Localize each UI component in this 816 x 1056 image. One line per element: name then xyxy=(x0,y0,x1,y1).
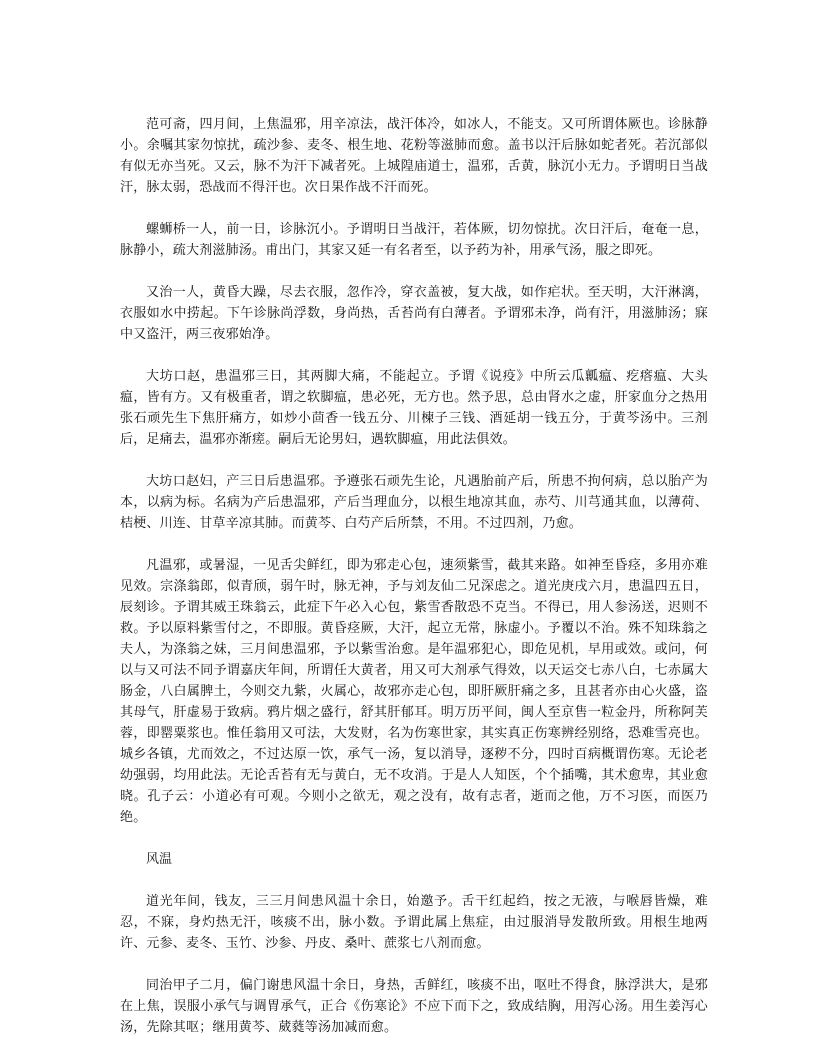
paragraph-luosi-bridge: 螺蛳桥一人，前一日，诊脉沉小。予谓明日当战汗，若体厥，切勿惊扰。次日汗后，奄奄一息，脉静小，疏大剂滋肺汤。甫出门，其家又延一有名者至，以予药为补，用承气汤，服之即死。 xyxy=(120,222,708,258)
paragraph-warm-pathogen-general: 凡温邪，或暑湿，一见舌尖鲜红，即为邪走心包，速须紫雪，截其来路。如神至昏痉，多用亦难见效。宗涤翁郎，似青颀，弱午时，脉无神，予与刘友仙二兄深虑之。道光庚戌六月，患温四五日，辰刻诊。予谓其威王珠翁云，此症下午必入心包，紫雪香散恐不克当。不得已，用人参汤送，迟则不救。予以原料紫雪付之，不即服。黄昏痉厥，大汗，起立无常，脉虚小。予覆以不治。殊不知珠翁之夫人，为涤翁之妹，三月间患温邪，予以紫雪治愈。是年温邪犯心，即危见机，早用或效。或问，何以与又可法不同予谓嘉庆年间，所谓任大黄者，用又可大剂承气得效，以天运交七赤八白，七赤属大肠金，八白属脾土，今则交九紫，火属心，故邪亦走心包，即肝厥肝痛之多，且甚者亦由心火盛，盗其母气，肝虚易于致病。鸦片烟之盛行，舒其肝郁耳。明万历平间，闽人至京售一粒金丹，所称阿芙蓉，即罂粟浆也。惟任翁用又可法，大发财，名为伤寒世家，其实真正伤寒辨经别络，恐难雪亮也。城乡各镇，尤而效之，不过达原一饮，承气一汤，复以消导，逐秽不分，四时百病概谓伤寒。无论老幼强弱，均用此法。无论舌苔有无与黄白，无不攻消。于是人人知医，个个插嘴，其术愈卑，其业愈晓。孔子云：小道必有可观。今则小之欲无，观之没有，故有志者，逝而之他，万不习医，而医乃绝。 xyxy=(120,558,708,825)
paragraph-daoguang-qian: 道光年间，钱友，三三月间患风温十余日，始邀予。舌干红起绉，按之无液，与喉唇皆燥，难忍，不寐，身灼热无汗，咳痰不出，脉小数。予谓此属上焦症，由过服消导发散所致。用根生地两许、元参、麦冬、玉竹、沙参、丹皮、桑叶、蔗浆七八剂而愈。 xyxy=(120,894,708,951)
paragraph-dafangkou-zhao-wife: 大坊口赵妇，产三日后患温邪。予遵张石顽先生论，凡遇胎前产后，所患不拘何病，总以胎产为本，以病为标。名病为产后患温邪，产后当理血分，以根生地凉其血，赤芍、川芎通其血，以薄荷、桔梗、川连、甘草辛凉其肺。而黄芩、白芍产后所禁，不用。不过四剂，乃愈。 xyxy=(120,474,708,531)
paragraph-dafangkou-zhao: 大坊口赵，患温邪三日，其两脚大痛，不能起立。予谓《说疫》中所云瓜瓤瘟、疙瘩瘟、大头瘟，皆有方。又有极重者，谓之软脚瘟，患必死，无方也。然予思，总由肾水之虚，肝家血分之热用张石顽先生下焦肝痛方，如炒小茴香一钱五分、川楝子三钱、酒延胡一钱五分，于黄芩汤中。三剂后，足痛去，温邪亦渐瘥。嗣后无论男妇，遇软脚瘟，用此法俱效。 xyxy=(120,369,708,447)
paragraph-fan: 范可斋，四月间，上焦温邪，用辛凉法，战汗体冷，如冰人，不能支。又可所谓体厥也。诊脉静小。余嘱其家勿惊扰，疏沙参、麦冬、根生地、花粉等滋肺而愈。盖书以汗后脉如蛇者死。若沉部似有似无亦当死。又云，脉不为汗下减者死。上城隍庙道士，温邪，舌黄，脉沉小无力。予谓明日当战汗，脉太弱，恐战而不得汗也。次日果作战不汗而死。 xyxy=(120,117,708,195)
paragraph-tongzhi-xie: 同治甲子二月，偏门谢患风温十余日，身热，舌鲜红，咳痰不出，呕吐不得食，脉浮洪大，是邪在上焦，误服小承气与调胃承气，正合《伤寒论》不应下而下之，致成结胸，用泻心汤。用生姜泻心汤，先除其呕；继用黄芩、葳蕤等汤加减而愈。 xyxy=(120,978,708,1035)
section-heading: 风温 xyxy=(146,852,173,867)
paragraph-dusk-restless: 又治一人，黄昏大躁，尽去衣服，忽作冷，穿衣盖被，复大战，如作疟状。至天明，大汗淋漓，衣服如水中捞起。下午诊脉尚浮数，身尚热，舌苔尚有白薄者。予谓邪未净，尚有汗，用滋肺汤；寐中又盗汗，两三夜邪始净。 xyxy=(120,285,708,342)
